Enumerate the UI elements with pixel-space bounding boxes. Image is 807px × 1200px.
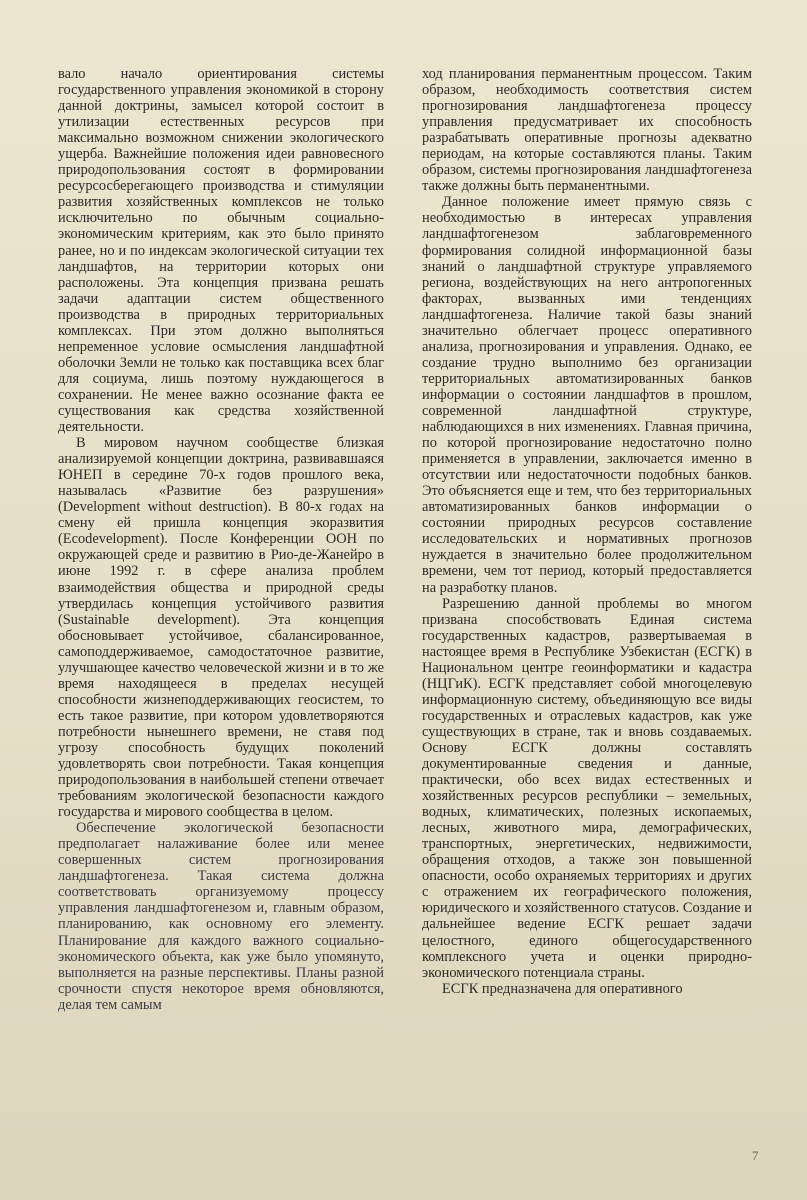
paragraph: ход планирования перманентным процессом. Таким образом, необходимость соответствия систем прогнозирования ландшафтогенеза процессу управления предусматривает их способность разрабатывать оперативные прогнозы адекватно периодам, на которые составляются планы. Таким образом, системы прогнозирования ландшафтогенеза также должны быть перманентными. — [422, 66, 752, 195]
paragraph: В мировом научном сообществе близкая анализируемой концепции доктрина, развивавшаяся ЮНЕП в середине 70-х годов прошлого века, называлась «Развитие без разрушения» (Development without destruction). В 80-х годах на смену ей пришла концепция экоразвития (Ecodevelopment). После Конференции ООН по окружающей среде и развитию в Рио-де-Жанейро в июне 1992 г. в сфере анализа проблем взаимодействия общества и природной среды утвердилась концепция устойчивого развития (Sustainable development). Эта концепция обосновывает устойчивое, сбалансированное, самоподдерживаемое, самодостаточное развитие, улучшающее качество человеческой жизни и в то же время находящееся в пределах несущей способности жизнеподдерживающих геосистем, то есть такое развитие, при котором удовлетворяются потребности нынешнего времени, не ставя под угрозу способность будущих поколений удовлетворять свои потребности. Такая концепция природопользования в наибольшей степени отвечает требованиям экологической безопасности каждого государства и мирового сообщества в целом. — [58, 435, 384, 821]
paragraph: вало начало ориентирования системы государственного управления экономикой в сторону данной доктрины, замысел которой состоит в утилизации естественных ресурсов при максимально возможном снижении экологического ущерба. Важнейшие положения идеи равновесного природопользования состоят в формировании ресурсосберегающего производства и стимуляции развития хозяйственных комплексов не только исключительно по обычным социально-экономическим критериям, как это было принято ранее, но и по индексам экологической ситуации тех ландшафтов, на территории которых они расположены. Эта концепция призвана решать задачи адаптации систем общественного производства в природных территориальных комплексах. При этом должно выполняться непременное условие осмысления ландшафтной оболочки Земли не только как поставщика всех благ для социума, лишь поэтому нуждающегося в сохранении. Не менее важно осознание факта ее существования как средства хозяйственной деятельности. — [58, 66, 384, 436]
paragraph: Обеспечение экологической безопасности предполагает налаживание более или менее совершенных систем прогнозирования ландшафтогенеза. Такая система должна соответствовать организуемому процессу управления ландшафтогенезом и, главным образом, планированию, как основному его элементу. Планирование для каждого важного социально-экономического объекта, как уже было упомянуто, выполняется на разные перспективы. Планы разной срочности спустя некоторое время обновляются, делая тем самым — [58, 820, 384, 1013]
right-text-column — [422, 66, 752, 997]
page-number: 7 — [752, 1148, 759, 1163]
paragraph: ЕСГК предназначена для оперативного — [442, 980, 683, 997]
paragraph: Данное положение имеет прямую связь с необходимостью в интересах управления ландшафтогенезом заблаговременного формирования солидной информационной базы знаний о ландшафтной структуре управляемого региона, воздействующих на него антропогенных факторах, вызванных ими тенденциях ландшафтогенеза. Наличие такой базы знаний значительно облегчает процесс оперативного анализа, прогнозирования и управления. Однако, ее создание трудно выполнимо без организации территориальных автоматизированных банков информации о состоянии ландшафтов в прошлом, современной ландшафтной структуре, наблюдающихся в них изменениях. Главная причина, по которой прогнозирование недостаточно полно применяется в управлении, заключается именно в отсутствии или недостаточности подобных банков. Это объясняется еще и тем, что без территориальных автоматизированных банков информации о состоянии природных ресурсов составление исследовательских и нормативных прогнозов нуждается в значительно более продолжительном времени, чем тот период, который предоставляется на разработку планов. — [422, 194, 752, 596]
left-text-column — [58, 66, 384, 1013]
paragraph: Разрешению данной проблемы во многом призвана способствовать Единая система государственных кадастров, развертываемая в настоящее время в Республике Узбекистан (ЕСГК) в Национальном центре геоинформатики и кадастра (НЦГиК). ЕСГК представляет собой многоцелевую информационную систему, объединяющую все виды государственных и отраслевых кадастров, как уже существующих в стране, так и вновь создаваемых. Основу ЕСГК должны составлять документированные сведения и данные, практически, обо всех видах естественных и хозяйственных ресурсов республики – земельных, водных, климатических, полезных ископаемых, лесных, животного мира, демографических, транспортных, энергетических, недвижимости, обращения отходов, а также зон повышенной опасности, особо охраняемых территориях и других с отражением их географического положения, юридического и хозяйственного статусов. Создание и дальнейшее ведение ЕСГК решает задачи целостного, единого общегосударственного комплексного учета и оценки природно-экономического потенциала страны. — [422, 595, 752, 981]
